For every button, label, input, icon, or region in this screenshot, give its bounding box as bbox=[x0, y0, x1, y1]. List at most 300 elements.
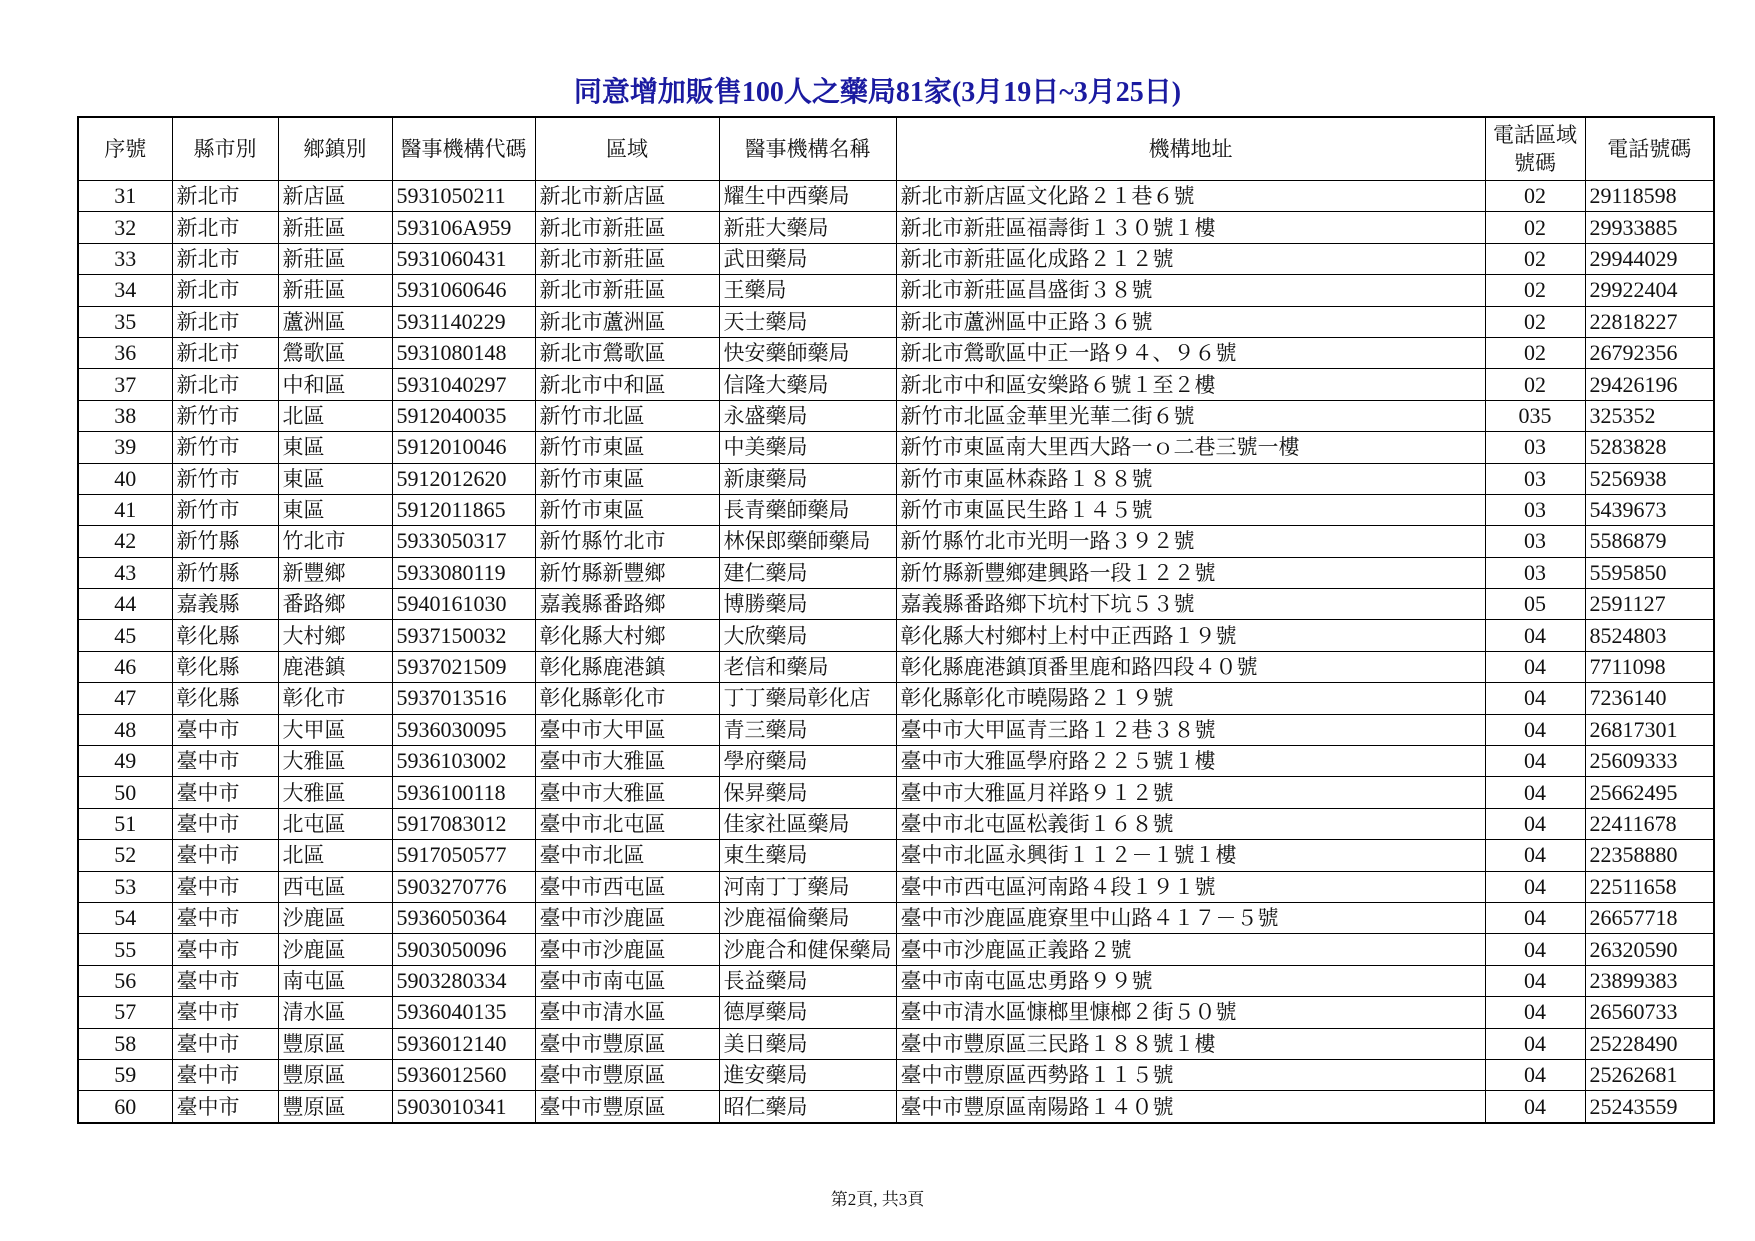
cell-phone: 29922404 bbox=[1585, 275, 1714, 306]
cell-phone: 25662495 bbox=[1585, 777, 1714, 808]
cell-institution-name: 進安藥局 bbox=[719, 1059, 896, 1090]
cell-area-code: 03 bbox=[1485, 557, 1585, 588]
cell-county: 彰化縣 bbox=[172, 683, 278, 714]
cell-township: 清水區 bbox=[278, 997, 392, 1028]
cell-institution-code: 5903280334 bbox=[392, 965, 535, 996]
table-row bbox=[78, 589, 1714, 620]
cell-township: 新莊區 bbox=[278, 243, 392, 274]
cell-phone: 22511658 bbox=[1585, 871, 1714, 902]
cell-serial: 52 bbox=[78, 840, 172, 871]
cell-county: 臺中市 bbox=[172, 871, 278, 902]
cell-county: 新北市 bbox=[172, 181, 278, 212]
cell-serial: 32 bbox=[78, 212, 172, 243]
cell-address: 臺中市豐原區南陽路１４０號 bbox=[896, 1091, 1485, 1123]
cell-phone: 29944029 bbox=[1585, 243, 1714, 274]
header-institution-code: 醫事機構代碼 bbox=[392, 117, 535, 181]
cell-serial: 55 bbox=[78, 934, 172, 965]
cell-township: 東區 bbox=[278, 463, 392, 494]
table-row bbox=[78, 526, 1714, 557]
cell-address: 新北市新莊區化成路２１２號 bbox=[896, 243, 1485, 274]
cell-township: 蘆洲區 bbox=[278, 306, 392, 337]
cell-phone: 5586879 bbox=[1585, 526, 1714, 557]
cell-township: 東區 bbox=[278, 432, 392, 463]
cell-township: 北區 bbox=[278, 840, 392, 871]
cell-county: 臺中市 bbox=[172, 934, 278, 965]
cell-region: 彰化縣鹿港鎮 bbox=[535, 651, 719, 682]
cell-region: 臺中市豐原區 bbox=[535, 1091, 719, 1123]
cell-county: 新竹市 bbox=[172, 494, 278, 525]
cell-institution-name: 東生藥局 bbox=[719, 840, 896, 871]
cell-region: 臺中市西屯區 bbox=[535, 871, 719, 902]
cell-institution-code: 5917083012 bbox=[392, 808, 535, 839]
cell-phone: 26792356 bbox=[1585, 337, 1714, 368]
cell-address: 臺中市沙鹿區鹿寮里中山路４１７－５號 bbox=[896, 902, 1485, 933]
header-region: 區域 bbox=[535, 117, 719, 181]
cell-serial: 50 bbox=[78, 777, 172, 808]
cell-region: 新竹縣新豐鄉 bbox=[535, 557, 719, 588]
cell-county: 彰化縣 bbox=[172, 620, 278, 651]
cell-institution-name: 永盛藥局 bbox=[719, 400, 896, 431]
cell-township: 大村鄉 bbox=[278, 620, 392, 651]
cell-area-code: 04 bbox=[1485, 840, 1585, 871]
cell-area-code: 04 bbox=[1485, 1028, 1585, 1059]
cell-county: 新北市 bbox=[172, 212, 278, 243]
cell-phone: 29118598 bbox=[1585, 181, 1714, 212]
cell-institution-name: 老信和藥局 bbox=[719, 651, 896, 682]
page-number: 第2頁, 共3頁 bbox=[830, 1190, 925, 1209]
cell-area-code: 04 bbox=[1485, 902, 1585, 933]
cell-serial: 45 bbox=[78, 620, 172, 651]
cell-address: 新竹市東區南大里西大路一ｏ二巷三號一樓 bbox=[896, 432, 1485, 463]
cell-institution-name: 昭仁藥局 bbox=[719, 1091, 896, 1123]
cell-institution-name: 林保郎藥師藥局 bbox=[719, 526, 896, 557]
cell-address: 新竹縣新豐鄉建興路一段１２２號 bbox=[896, 557, 1485, 588]
cell-county: 臺中市 bbox=[172, 714, 278, 745]
cell-county: 新竹市 bbox=[172, 432, 278, 463]
cell-township: 豐原區 bbox=[278, 1091, 392, 1123]
table-row bbox=[78, 777, 1714, 808]
cell-serial: 44 bbox=[78, 589, 172, 620]
cell-phone: 23899383 bbox=[1585, 965, 1714, 996]
cell-institution-name: 中美藥局 bbox=[719, 432, 896, 463]
cell-institution-code: 5936100118 bbox=[392, 777, 535, 808]
cell-region: 新北市鶯歌區 bbox=[535, 337, 719, 368]
cell-area-code: 02 bbox=[1485, 369, 1585, 400]
cell-area-code: 04 bbox=[1485, 651, 1585, 682]
cell-institution-name: 美日藥局 bbox=[719, 1028, 896, 1059]
cell-area-code: 03 bbox=[1485, 463, 1585, 494]
cell-serial: 53 bbox=[78, 871, 172, 902]
cell-county: 臺中市 bbox=[172, 1059, 278, 1090]
cell-township: 北屯區 bbox=[278, 808, 392, 839]
cell-region: 新竹市北區 bbox=[535, 400, 719, 431]
cell-region: 臺中市南屯區 bbox=[535, 965, 719, 996]
table-row bbox=[78, 432, 1714, 463]
cell-county: 臺中市 bbox=[172, 997, 278, 1028]
table-row bbox=[78, 746, 1714, 777]
table-row bbox=[78, 275, 1714, 306]
cell-serial: 31 bbox=[78, 181, 172, 212]
cell-township: 沙鹿區 bbox=[278, 902, 392, 933]
cell-institution-code: 5936103002 bbox=[392, 746, 535, 777]
header-serial: 序號 bbox=[78, 117, 172, 181]
cell-address: 臺中市北屯區松義街１６８號 bbox=[896, 808, 1485, 839]
cell-phone: 325352 bbox=[1585, 400, 1714, 431]
table-row bbox=[78, 557, 1714, 588]
cell-address: 新竹市東區林森路１８８號 bbox=[896, 463, 1485, 494]
cell-institution-name: 佳家社區藥局 bbox=[719, 808, 896, 839]
cell-institution-name: 信隆大藥局 bbox=[719, 369, 896, 400]
table-row bbox=[78, 840, 1714, 871]
cell-region: 新北市新莊區 bbox=[535, 243, 719, 274]
cell-region: 臺中市沙鹿區 bbox=[535, 902, 719, 933]
cell-address: 臺中市豐原區西勢路１１５號 bbox=[896, 1059, 1485, 1090]
cell-institution-code: 5937013516 bbox=[392, 683, 535, 714]
cell-institution-code: 5931040297 bbox=[392, 369, 535, 400]
cell-area-code: 04 bbox=[1485, 1091, 1585, 1123]
cell-institution-code: 5903010341 bbox=[392, 1091, 535, 1123]
cell-institution-code: 593106A959 bbox=[392, 212, 535, 243]
cell-region: 嘉義縣番路鄉 bbox=[535, 589, 719, 620]
cell-institution-code: 5936012560 bbox=[392, 1059, 535, 1090]
cell-address: 新竹市北區金華里光華二街６號 bbox=[896, 400, 1485, 431]
cell-address: 新北市蘆洲區中正路３６號 bbox=[896, 306, 1485, 337]
cell-township: 東區 bbox=[278, 494, 392, 525]
cell-institution-code: 5936012140 bbox=[392, 1028, 535, 1059]
cell-serial: 36 bbox=[78, 337, 172, 368]
cell-institution-code: 5931060431 bbox=[392, 243, 535, 274]
cell-township: 新豐鄉 bbox=[278, 557, 392, 588]
cell-institution-name: 快安藥師藥局 bbox=[719, 337, 896, 368]
cell-area-code: 04 bbox=[1485, 965, 1585, 996]
cell-institution-name: 學府藥局 bbox=[719, 746, 896, 777]
cell-township: 鶯歌區 bbox=[278, 337, 392, 368]
cell-township: 北區 bbox=[278, 400, 392, 431]
cell-phone: 26657718 bbox=[1585, 902, 1714, 933]
table-row bbox=[78, 1028, 1714, 1059]
cell-region: 新北市新莊區 bbox=[535, 275, 719, 306]
table-row bbox=[78, 871, 1714, 902]
table-header-row bbox=[78, 117, 1714, 181]
cell-phone: 5283828 bbox=[1585, 432, 1714, 463]
table-row bbox=[78, 306, 1714, 337]
cell-county: 新竹縣 bbox=[172, 526, 278, 557]
cell-institution-name: 長青藥師藥局 bbox=[719, 494, 896, 525]
cell-area-code: 04 bbox=[1485, 683, 1585, 714]
cell-institution-name: 建仁藥局 bbox=[719, 557, 896, 588]
cell-serial: 35 bbox=[78, 306, 172, 337]
cell-county: 新北市 bbox=[172, 337, 278, 368]
cell-serial: 57 bbox=[78, 997, 172, 1028]
cell-phone: 29933885 bbox=[1585, 212, 1714, 243]
cell-serial: 56 bbox=[78, 965, 172, 996]
cell-area-code: 03 bbox=[1485, 526, 1585, 557]
table-row bbox=[78, 683, 1714, 714]
cell-institution-name: 丁丁藥局彰化店 bbox=[719, 683, 896, 714]
cell-address: 新北市新莊區福壽街１３０號１樓 bbox=[896, 212, 1485, 243]
cell-area-code: 04 bbox=[1485, 934, 1585, 965]
cell-region: 臺中市北屯區 bbox=[535, 808, 719, 839]
cell-address: 新北市鶯歌區中正一路９４、９６號 bbox=[896, 337, 1485, 368]
cell-address: 新北市新店區文化路２１巷６號 bbox=[896, 181, 1485, 212]
header-phone: 電話號碼 bbox=[1585, 117, 1714, 181]
cell-county: 臺中市 bbox=[172, 808, 278, 839]
table-row bbox=[78, 337, 1714, 368]
cell-institution-name: 德厚藥局 bbox=[719, 997, 896, 1028]
cell-region: 新竹市東區 bbox=[535, 432, 719, 463]
cell-serial: 42 bbox=[78, 526, 172, 557]
cell-county: 臺中市 bbox=[172, 840, 278, 871]
cell-address: 臺中市西屯區河南路４段１９１號 bbox=[896, 871, 1485, 902]
cell-institution-name: 耀生中西藥局 bbox=[719, 181, 896, 212]
cell-phone: 25243559 bbox=[1585, 1091, 1714, 1123]
cell-address: 彰化縣彰化市曉陽路２１９號 bbox=[896, 683, 1485, 714]
cell-area-code: 04 bbox=[1485, 620, 1585, 651]
cell-institution-name: 河南丁丁藥局 bbox=[719, 871, 896, 902]
cell-county: 新竹市 bbox=[172, 463, 278, 494]
cell-institution-code: 5940161030 bbox=[392, 589, 535, 620]
cell-institution-code: 5937150032 bbox=[392, 620, 535, 651]
cell-phone: 25609333 bbox=[1585, 746, 1714, 777]
cell-institution-code: 5912011865 bbox=[392, 494, 535, 525]
cell-phone: 7236140 bbox=[1585, 683, 1714, 714]
table-row bbox=[78, 400, 1714, 431]
cell-institution-name: 武田藥局 bbox=[719, 243, 896, 274]
table-row bbox=[78, 369, 1714, 400]
cell-serial: 34 bbox=[78, 275, 172, 306]
table-row bbox=[78, 1091, 1714, 1123]
cell-township: 彰化市 bbox=[278, 683, 392, 714]
header-area-code: 電話區域號碼 bbox=[1485, 117, 1585, 181]
cell-county: 新北市 bbox=[172, 369, 278, 400]
cell-county: 新北市 bbox=[172, 275, 278, 306]
cell-institution-code: 5936050364 bbox=[392, 902, 535, 933]
cell-serial: 37 bbox=[78, 369, 172, 400]
cell-institution-name: 天士藥局 bbox=[719, 306, 896, 337]
cell-institution-name: 沙鹿合和健保藥局 bbox=[719, 934, 896, 965]
cell-address: 新竹縣竹北市光明一路３９２號 bbox=[896, 526, 1485, 557]
cell-address: 臺中市大甲區青三路１２巷３８號 bbox=[896, 714, 1485, 745]
header-address: 機構地址 bbox=[896, 117, 1485, 181]
cell-area-code: 04 bbox=[1485, 1059, 1585, 1090]
cell-county: 嘉義縣 bbox=[172, 589, 278, 620]
cell-phone: 26320590 bbox=[1585, 934, 1714, 965]
cell-county: 臺中市 bbox=[172, 746, 278, 777]
cell-region: 彰化縣大村鄉 bbox=[535, 620, 719, 651]
cell-region: 臺中市清水區 bbox=[535, 997, 719, 1028]
table-row bbox=[78, 997, 1714, 1028]
table-row bbox=[78, 808, 1714, 839]
cell-township: 番路鄉 bbox=[278, 589, 392, 620]
cell-area-code: 03 bbox=[1485, 432, 1585, 463]
cell-institution-name: 新莊大藥局 bbox=[719, 212, 896, 243]
cell-institution-code: 5903050096 bbox=[392, 934, 535, 965]
cell-institution-code: 5937021509 bbox=[392, 651, 535, 682]
cell-address: 新竹市東區民生路１４５號 bbox=[896, 494, 1485, 525]
cell-address: 臺中市大雅區月祥路９１２號 bbox=[896, 777, 1485, 808]
cell-phone: 26560733 bbox=[1585, 997, 1714, 1028]
cell-region: 新北市中和區 bbox=[535, 369, 719, 400]
cell-region: 臺中市沙鹿區 bbox=[535, 934, 719, 965]
cell-phone: 22818227 bbox=[1585, 306, 1714, 337]
cell-township: 新莊區 bbox=[278, 212, 392, 243]
cell-phone: 5256938 bbox=[1585, 463, 1714, 494]
header-institution-name: 醫事機構名稱 bbox=[719, 117, 896, 181]
cell-institution-code: 5931050211 bbox=[392, 181, 535, 212]
cell-institution-name: 青三藥局 bbox=[719, 714, 896, 745]
cell-serial: 60 bbox=[78, 1091, 172, 1123]
cell-township: 大雅區 bbox=[278, 777, 392, 808]
pharmacy-table bbox=[77, 116, 1715, 1124]
cell-institution-name: 沙鹿福倫藥局 bbox=[719, 902, 896, 933]
cell-area-code: 04 bbox=[1485, 714, 1585, 745]
cell-serial: 40 bbox=[78, 463, 172, 494]
cell-serial: 39 bbox=[78, 432, 172, 463]
table-row bbox=[78, 494, 1714, 525]
cell-area-code: 02 bbox=[1485, 275, 1585, 306]
cell-county: 臺中市 bbox=[172, 965, 278, 996]
cell-area-code: 02 bbox=[1485, 337, 1585, 368]
cell-county: 新竹縣 bbox=[172, 557, 278, 588]
cell-serial: 59 bbox=[78, 1059, 172, 1090]
cell-township: 沙鹿區 bbox=[278, 934, 392, 965]
cell-region: 新竹縣竹北市 bbox=[535, 526, 719, 557]
cell-area-code: 02 bbox=[1485, 243, 1585, 274]
cell-institution-code: 5912012620 bbox=[392, 463, 535, 494]
cell-region: 臺中市大雅區 bbox=[535, 777, 719, 808]
cell-phone: 26817301 bbox=[1585, 714, 1714, 745]
cell-serial: 43 bbox=[78, 557, 172, 588]
table-row bbox=[78, 965, 1714, 996]
cell-institution-code: 5931140229 bbox=[392, 306, 535, 337]
cell-institution-name: 保昇藥局 bbox=[719, 777, 896, 808]
cell-phone: 22411678 bbox=[1585, 808, 1714, 839]
cell-county: 新北市 bbox=[172, 243, 278, 274]
cell-county: 新北市 bbox=[172, 306, 278, 337]
cell-address: 臺中市北區永興街１１２－１號１樓 bbox=[896, 840, 1485, 871]
cell-address: 新北市新莊區昌盛街３８號 bbox=[896, 275, 1485, 306]
cell-area-code: 04 bbox=[1485, 997, 1585, 1028]
cell-county: 臺中市 bbox=[172, 1028, 278, 1059]
table-body bbox=[78, 181, 1714, 1123]
cell-institution-name: 大欣藥局 bbox=[719, 620, 896, 651]
table-row bbox=[78, 463, 1714, 494]
cell-serial: 49 bbox=[78, 746, 172, 777]
cell-area-code: 02 bbox=[1485, 306, 1585, 337]
cell-institution-name: 長益藥局 bbox=[719, 965, 896, 996]
cell-serial: 58 bbox=[78, 1028, 172, 1059]
cell-address: 臺中市沙鹿區正義路２號 bbox=[896, 934, 1485, 965]
cell-county: 臺中市 bbox=[172, 902, 278, 933]
cell-township: 鹿港鎮 bbox=[278, 651, 392, 682]
table-row bbox=[78, 714, 1714, 745]
cell-area-code: 05 bbox=[1485, 589, 1585, 620]
cell-region: 臺中市大雅區 bbox=[535, 746, 719, 777]
cell-institution-code: 5936030095 bbox=[392, 714, 535, 745]
header-county: 縣市別 bbox=[172, 117, 278, 181]
cell-region: 新竹市東區 bbox=[535, 494, 719, 525]
cell-serial: 38 bbox=[78, 400, 172, 431]
cell-region: 新竹市東區 bbox=[535, 463, 719, 494]
header-township: 鄉鎮別 bbox=[278, 117, 392, 181]
cell-region: 臺中市豐原區 bbox=[535, 1028, 719, 1059]
cell-area-code: 04 bbox=[1485, 746, 1585, 777]
cell-phone: 5595850 bbox=[1585, 557, 1714, 588]
cell-region: 新北市新店區 bbox=[535, 181, 719, 212]
cell-phone: 5439673 bbox=[1585, 494, 1714, 525]
cell-institution-code: 5903270776 bbox=[392, 871, 535, 902]
cell-address: 彰化縣鹿港鎮頂番里鹿和路四段４０號 bbox=[896, 651, 1485, 682]
cell-county: 彰化縣 bbox=[172, 651, 278, 682]
cell-address: 臺中市大雅區學府路２２５號１樓 bbox=[896, 746, 1485, 777]
cell-area-code: 04 bbox=[1485, 777, 1585, 808]
cell-region: 彰化縣彰化市 bbox=[535, 683, 719, 714]
cell-township: 豐原區 bbox=[278, 1028, 392, 1059]
cell-institution-name: 新康藥局 bbox=[719, 463, 896, 494]
cell-township: 大甲區 bbox=[278, 714, 392, 745]
table-row bbox=[78, 902, 1714, 933]
cell-area-code: 02 bbox=[1485, 212, 1585, 243]
cell-institution-code: 5931060646 bbox=[392, 275, 535, 306]
table-row bbox=[78, 212, 1714, 243]
table-row bbox=[78, 934, 1714, 965]
table-row bbox=[78, 620, 1714, 651]
cell-serial: 33 bbox=[78, 243, 172, 274]
cell-address: 臺中市豐原區三民路１８８號１樓 bbox=[896, 1028, 1485, 1059]
cell-serial: 54 bbox=[78, 902, 172, 933]
cell-region: 臺中市北區 bbox=[535, 840, 719, 871]
cell-county: 新竹市 bbox=[172, 400, 278, 431]
cell-institution-code: 5917050577 bbox=[392, 840, 535, 871]
table-row bbox=[78, 181, 1714, 212]
cell-institution-code: 5933050317 bbox=[392, 526, 535, 557]
cell-institution-code: 5912040035 bbox=[392, 400, 535, 431]
cell-township: 新莊區 bbox=[278, 275, 392, 306]
cell-address: 臺中市清水區慷榔里慷榔２街５０號 bbox=[896, 997, 1485, 1028]
cell-township: 豐原區 bbox=[278, 1059, 392, 1090]
cell-institution-name: 王藥局 bbox=[719, 275, 896, 306]
cell-area-code: 035 bbox=[1485, 400, 1585, 431]
cell-area-code: 04 bbox=[1485, 871, 1585, 902]
cell-institution-code: 5936040135 bbox=[392, 997, 535, 1028]
cell-phone: 25262681 bbox=[1585, 1059, 1714, 1090]
cell-area-code: 04 bbox=[1485, 808, 1585, 839]
cell-phone: 25228490 bbox=[1585, 1028, 1714, 1059]
cell-region: 臺中市大甲區 bbox=[535, 714, 719, 745]
cell-township: 西屯區 bbox=[278, 871, 392, 902]
cell-township: 新店區 bbox=[278, 181, 392, 212]
table-row bbox=[78, 1059, 1714, 1090]
cell-serial: 48 bbox=[78, 714, 172, 745]
cell-region: 臺中市豐原區 bbox=[535, 1059, 719, 1090]
cell-serial: 41 bbox=[78, 494, 172, 525]
cell-phone: 22358880 bbox=[1585, 840, 1714, 871]
cell-township: 南屯區 bbox=[278, 965, 392, 996]
cell-address: 臺中市南屯區忠勇路９９號 bbox=[896, 965, 1485, 996]
cell-institution-code: 5933080119 bbox=[392, 557, 535, 588]
document-title: 同意增加販售100人之藥局81家(3月19日~3月25日) bbox=[573, 77, 1182, 108]
cell-township: 竹北市 bbox=[278, 526, 392, 557]
cell-county: 臺中市 bbox=[172, 777, 278, 808]
cell-township: 中和區 bbox=[278, 369, 392, 400]
cell-serial: 46 bbox=[78, 651, 172, 682]
cell-phone: 7711098 bbox=[1585, 651, 1714, 682]
table-row bbox=[78, 651, 1714, 682]
cell-phone: 29426196 bbox=[1585, 369, 1714, 400]
cell-region: 新北市新莊區 bbox=[535, 212, 719, 243]
cell-institution-name: 博勝藥局 bbox=[719, 589, 896, 620]
cell-serial: 47 bbox=[78, 683, 172, 714]
